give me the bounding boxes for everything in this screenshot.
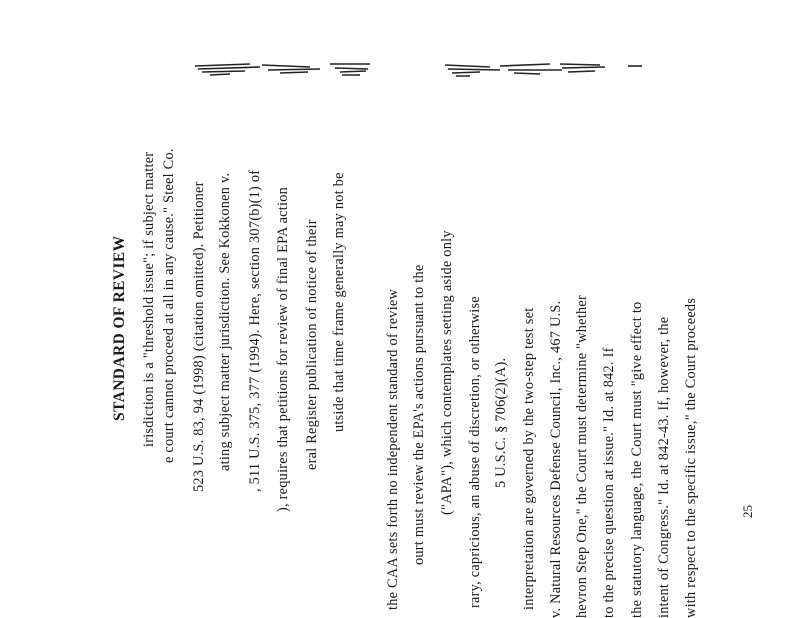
paragraph2-line: ("APA"), which contemplates setting aside only — [439, 230, 455, 515]
scan-artifact-marks — [190, 58, 650, 80]
paragraph1-line: ating subject matter jurisdiction. See Kokkonen v. — [217, 172, 233, 471]
paragraph3-line: the statutory language, the Court must "give effect to — [629, 301, 645, 618]
paragraph1-line: eral Register publication of notice of their — [304, 219, 320, 470]
paragraph1-line: e court cannot proceed at all in any cause." Steel Co. — [161, 148, 177, 463]
paragraph1-line: , 511 U.S. 375, 377 (1994). Here, section 307(b)(1) of — [247, 169, 263, 492]
paragraph3-line: intent of Congress." Id. at 842-43. If, however, the — [656, 316, 672, 618]
paragraph1-line: irisdiction is a "threshold issue"; if subject matter — [141, 151, 157, 447]
page-number: 25 — [740, 505, 755, 518]
paragraph2-line: ourt must review the EPA's actions pursuant to the — [411, 264, 427, 565]
paragraph2-line: rary, capricious, an abuse of discretion, or otherwise — [467, 296, 483, 608]
paragraph3-line: to the precise question at issue." Id. at 842. If — [601, 347, 617, 618]
paragraph3-line: hevron Step One," the Court must determine "whether — [574, 295, 590, 618]
paragraph2-line: 5 U.S.C. § 706(2)(A). — [493, 357, 509, 488]
section-heading: STANDARD OF REVIEW — [111, 235, 128, 421]
paragraph3-line: v. Natural Resources Defense Council, Inc., 467 U.S. — [548, 300, 564, 618]
paragraph2-line: the CAA sets forth no independent standard of review — [385, 288, 401, 610]
paragraph3-line: with respect to the specific issue," the Court proceeds — [683, 297, 699, 618]
paragraph1-line: 523 U.S. 83, 94 (1998) (citation omitted). Petitioner — [191, 181, 207, 492]
paragraph1-line: utside that time frame generally may not be — [331, 172, 347, 432]
paragraph3-line: interpretation are governed by the two-step test set — [521, 307, 537, 610]
paragraph1-line: ), requires that petitions for review of final EPA action — [275, 187, 291, 512]
